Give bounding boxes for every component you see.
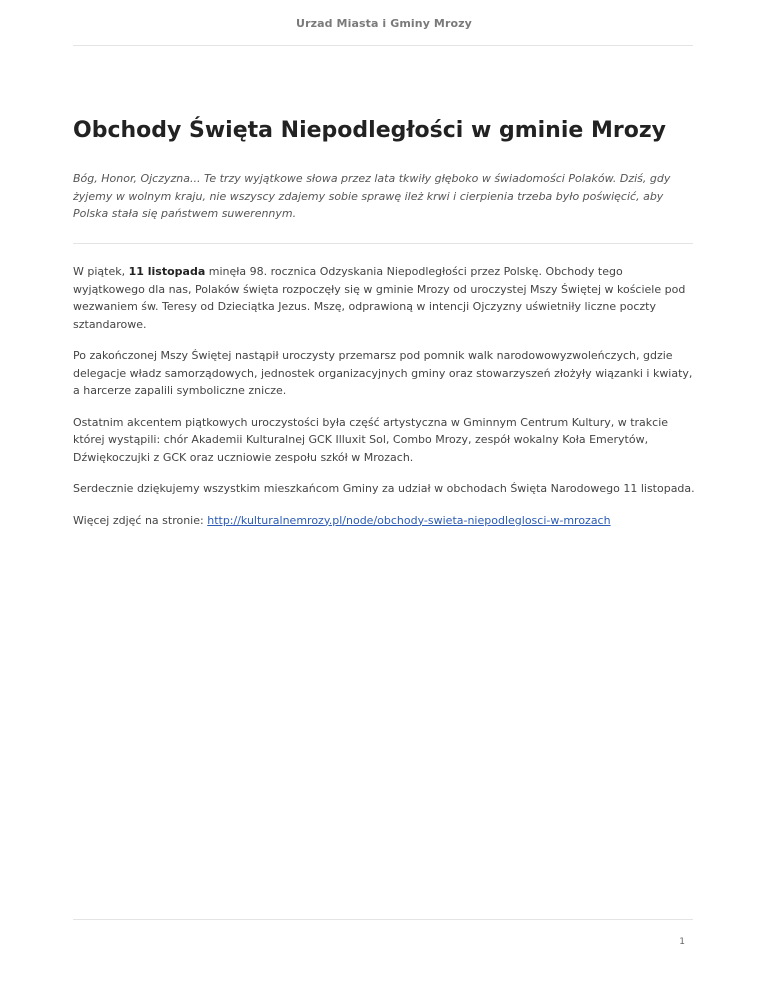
article-body bbox=[73, 263, 695, 543]
paragraph-5 bbox=[73, 512, 695, 530]
article-title: Obchody Święta Niepodległości w gminie Mrozy bbox=[73, 118, 666, 143]
header-divider bbox=[73, 45, 693, 46]
article-lead: Bóg, Honor, Ojczyzna... Te trzy wyjątkowe słowa przez lata tkwiły głęboko w świadomości Polaków. Dziś, gdy żyjemy w wolnym kraju, nie wszyscy zdajemy sobie sprawę ileż krwi i cierpienia trzeba było poświęcić, aby Polska stała się państwem suwerennym. bbox=[73, 172, 671, 220]
paragraph-3: Ostatnim akcentem piątkowych uroczystości była część artystyczna w Gminnym Centrum Kultury, w trakcie której wystąpili: chór Akademii Kulturalnej GCK Illuxit Sol, Combo Mrozy, zespół wokalny Koła Emerytów, Dźwiękoczujki z GCK oraz uczniowie zespołu szkół w Mrozach. bbox=[73, 415, 669, 464]
site-header-title: Urzad Miasta i Gminy Mrozy bbox=[296, 17, 472, 30]
paragraph-4: Serdecznie dziękujemy wszystkim mieszkańcom Gminy za udział w obchodach Święta Narodowego 11 listopada. bbox=[73, 482, 695, 495]
lead-divider bbox=[73, 243, 693, 244]
paragraph-1 bbox=[73, 263, 695, 333]
more-photos-label: Więcej zdjęć na stronie: bbox=[73, 513, 208, 527]
paragraph-2: Po zakończonej Mszy Świętej nastąpił uroczysty przemarsz pod pomnik walk narodowowyzwoleńczych, gdzie delegacje władz samorządowych, jednostek organizacyjnych gminy oraz stowarzyszeń złożyły wiązanki i kwiaty, a harcerze zapalili symboliczne znicze. bbox=[73, 349, 693, 397]
paragraph-1-start: W piątek, bbox=[73, 265, 129, 278]
footer-divider bbox=[73, 919, 693, 920]
more-photos-link[interactable]: http://kulturalnemrozy.pl/node/obchody-swieta-niepodleglosci-w-mrozach bbox=[207, 513, 611, 527]
paragraph-1-rest: minęła 98. rocznica Odzyskania Niepodległości przez Polskę. Obchody tego wyjątkowego dla nas, Polaków święta rozpoczęły się w gminie Mrozy od uroczystej Mszy Świętej w kościele pod wezwaniem św. Teresy od Dzieciątka Jezus. Mszę, odprawioną w intencji Ojczyzny uświetniły liczne poczty sztandarowe. bbox=[73, 265, 686, 331]
page-number: 1 bbox=[679, 937, 685, 947]
paragraph-1-date: 11 listopada bbox=[128, 265, 206, 278]
